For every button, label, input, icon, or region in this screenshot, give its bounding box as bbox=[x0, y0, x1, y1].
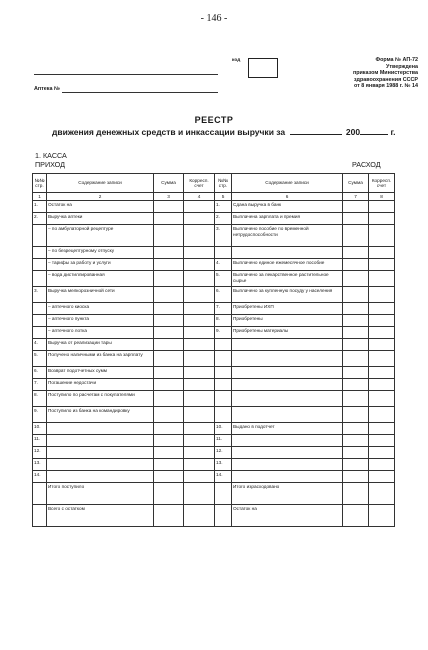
row-number: 2. bbox=[215, 213, 232, 225]
column-number: 5 bbox=[215, 193, 232, 201]
income-sum-cell[interactable] bbox=[154, 213, 184, 225]
table-row bbox=[33, 447, 395, 459]
expense-sum-cell[interactable] bbox=[343, 201, 369, 213]
expense-sum-cell[interactable] bbox=[343, 287, 369, 303]
income-corr-cell[interactable] bbox=[184, 327, 215, 339]
income-sum-cell[interactable] bbox=[154, 435, 184, 447]
expense-sum-cell[interactable] bbox=[343, 447, 369, 459]
income-corr-cell[interactable] bbox=[184, 423, 215, 435]
income-sum-cell[interactable] bbox=[154, 423, 184, 435]
income-entry: Выручка от реализации тары bbox=[47, 339, 154, 351]
balance-corr-cell[interactable] bbox=[184, 505, 215, 527]
row-number: 12. bbox=[33, 447, 47, 459]
period-blank bbox=[290, 134, 342, 135]
income-entry bbox=[47, 459, 154, 471]
row-number: 11. bbox=[33, 435, 47, 447]
expense-total-label: Итого израсходовано bbox=[232, 483, 343, 505]
expense-corr-cell[interactable] bbox=[369, 247, 395, 259]
column-number: 8 bbox=[369, 193, 395, 201]
balance-sum-cell[interactable] bbox=[343, 505, 369, 527]
subtitle-text: движения денежных средств и инкассации выручки за bbox=[52, 127, 286, 137]
table-row bbox=[33, 213, 395, 225]
row-number: 1. bbox=[215, 201, 232, 213]
income-sum-cell[interactable] bbox=[154, 247, 184, 259]
expense-entry: Приобретены материалы bbox=[232, 327, 343, 339]
approval-line: приказом Министерства bbox=[352, 70, 418, 77]
row-number bbox=[33, 315, 47, 327]
row-number: 4. bbox=[33, 339, 47, 351]
income-corr-cell[interactable] bbox=[184, 367, 215, 379]
register-table bbox=[32, 173, 395, 527]
expense-entry: Выдано в подотчет bbox=[232, 423, 343, 435]
expense-sum-cell[interactable] bbox=[343, 315, 369, 327]
total-row bbox=[33, 483, 395, 505]
income-sum-cell[interactable] bbox=[154, 339, 184, 351]
income-corr-cell[interactable] bbox=[184, 259, 215, 271]
row-number bbox=[33, 303, 47, 315]
total-cell bbox=[33, 483, 47, 505]
income-entry: Выручка мелкорозничной сети bbox=[47, 287, 154, 303]
table-row bbox=[33, 247, 395, 259]
table-row bbox=[33, 351, 395, 367]
row-number: 13. bbox=[215, 459, 232, 471]
income-corr-cell[interactable] bbox=[184, 391, 215, 407]
income-sum-cell[interactable] bbox=[154, 471, 184, 483]
balance-corr-cell[interactable] bbox=[369, 505, 395, 527]
income-entry bbox=[47, 471, 154, 483]
expense-sum-cell[interactable] bbox=[343, 225, 369, 247]
income-corr-cell[interactable] bbox=[184, 379, 215, 391]
document-title: РЕЕСТР bbox=[194, 115, 234, 125]
expense-entry bbox=[232, 367, 343, 379]
income-sum-cell[interactable] bbox=[154, 391, 184, 407]
income-entry bbox=[47, 423, 154, 435]
expense-sum-cell[interactable] bbox=[343, 327, 369, 339]
expense-entry bbox=[232, 351, 343, 367]
column-number: 3 bbox=[154, 193, 184, 201]
row-number: 5. bbox=[33, 351, 47, 367]
column-number: 1 bbox=[33, 193, 47, 201]
income-sum-cell[interactable] bbox=[154, 367, 184, 379]
table-row bbox=[33, 339, 395, 351]
row-number bbox=[215, 351, 232, 367]
balance-sum-cell[interactable] bbox=[154, 505, 184, 527]
table-row bbox=[33, 435, 395, 447]
header-row bbox=[33, 174, 395, 193]
table-row bbox=[33, 303, 395, 315]
row-number bbox=[33, 247, 47, 259]
expense-sum-cell[interactable] bbox=[343, 259, 369, 271]
row-number bbox=[33, 271, 47, 287]
year-blank bbox=[360, 134, 388, 135]
expense-corr-cell[interactable] bbox=[369, 303, 395, 315]
approval-line: здравоохранения СССР bbox=[353, 76, 418, 83]
year-suffix: г. bbox=[390, 127, 396, 137]
expense-sum-cell[interactable] bbox=[343, 391, 369, 407]
header-corr: Корресп. счет bbox=[184, 174, 215, 193]
expense-sum-cell[interactable] bbox=[343, 471, 369, 483]
total-corr-cell[interactable] bbox=[184, 483, 215, 505]
total-cell bbox=[215, 483, 232, 505]
column-number: 2 bbox=[47, 193, 154, 201]
income-corr-cell[interactable] bbox=[184, 213, 215, 225]
table-row bbox=[33, 271, 395, 287]
income-entry: – аптечного пункта bbox=[47, 315, 154, 327]
income-corr-cell[interactable] bbox=[184, 225, 215, 247]
page-number: - 146 - bbox=[200, 13, 228, 24]
expense-corr-cell[interactable] bbox=[369, 351, 395, 367]
expense-corr-cell[interactable] bbox=[369, 459, 395, 471]
expense-corr-cell[interactable] bbox=[369, 435, 395, 447]
header-sum: Сумма bbox=[154, 174, 184, 193]
expense-corr-cell[interactable] bbox=[369, 447, 395, 459]
income-entry: – аптечного лотка bbox=[47, 327, 154, 339]
row-number bbox=[33, 327, 47, 339]
table-row bbox=[33, 407, 395, 423]
income-sum-cell[interactable] bbox=[154, 447, 184, 459]
expense-entry: Выплачена зарплата и премия bbox=[232, 213, 343, 225]
row-number bbox=[215, 367, 232, 379]
expense-entry bbox=[232, 447, 343, 459]
expense-corr-cell[interactable] bbox=[369, 213, 395, 225]
income-corr-cell[interactable] bbox=[184, 303, 215, 315]
income-sum-cell[interactable] bbox=[154, 459, 184, 471]
income-corr-cell[interactable] bbox=[184, 247, 215, 259]
expense-corr-cell[interactable] bbox=[369, 315, 395, 327]
header-sum: Сумма bbox=[343, 174, 369, 193]
expense-sum-cell[interactable] bbox=[343, 379, 369, 391]
header-num: №№ стр. bbox=[215, 174, 232, 193]
section-heading bbox=[35, 151, 67, 169]
income-total-label: Итого поступило bbox=[47, 483, 154, 505]
expense-entry: Выплачено за купленную посуду у населения bbox=[232, 287, 343, 303]
income-corr-cell[interactable] bbox=[184, 459, 215, 471]
row-number: 5. bbox=[215, 271, 232, 287]
row-number: 10. bbox=[33, 423, 47, 435]
expense-corr-cell[interactable] bbox=[369, 271, 395, 287]
income-sum-cell[interactable] bbox=[154, 303, 184, 315]
income-sum-cell[interactable] bbox=[154, 379, 184, 391]
approval-line: Утверждена bbox=[386, 63, 418, 70]
income-corr-cell[interactable] bbox=[184, 471, 215, 483]
row-number bbox=[215, 339, 232, 351]
expense-entry bbox=[232, 379, 343, 391]
income-sum-cell[interactable] bbox=[154, 315, 184, 327]
row-number: 7. bbox=[215, 303, 232, 315]
code-box bbox=[248, 58, 278, 78]
income-corr-cell[interactable] bbox=[184, 407, 215, 423]
column-number: 4 bbox=[184, 193, 215, 201]
table-row bbox=[33, 379, 395, 391]
row-number: 9. bbox=[33, 407, 47, 423]
document-subtitle bbox=[52, 127, 396, 137]
table-row bbox=[33, 315, 395, 327]
form-number: Форма № АП-72 bbox=[375, 57, 418, 63]
expense-entry bbox=[232, 459, 343, 471]
expense-sum-cell[interactable] bbox=[343, 271, 369, 287]
expense-entry: Выплачено пособие по временной нетрудоспособности bbox=[232, 225, 343, 247]
expense-corr-cell[interactable] bbox=[369, 225, 395, 247]
income-corr-cell[interactable] bbox=[184, 271, 215, 287]
table-row bbox=[33, 225, 395, 247]
expense-label: РАСХОД bbox=[352, 160, 381, 169]
row-number: 8. bbox=[215, 315, 232, 327]
income-sum-cell[interactable] bbox=[154, 287, 184, 303]
table-row bbox=[33, 259, 395, 271]
income-entry: Поступило из банка на командировку bbox=[47, 407, 154, 423]
row-number bbox=[215, 247, 232, 259]
income-sum-cell[interactable] bbox=[154, 271, 184, 287]
expense-corr-cell[interactable] bbox=[369, 339, 395, 351]
income-sum-cell[interactable] bbox=[154, 351, 184, 367]
expense-corr-cell[interactable] bbox=[369, 391, 395, 407]
table-row bbox=[33, 367, 395, 379]
income-entry bbox=[47, 435, 154, 447]
income-corr-cell[interactable] bbox=[184, 287, 215, 303]
income-entry: – тарифы за работу и услуги bbox=[47, 259, 154, 271]
row-number: 1. bbox=[33, 201, 47, 213]
header-corr: Корресп. счет bbox=[369, 174, 395, 193]
row-number: 14. bbox=[33, 471, 47, 483]
row-number: 2. bbox=[33, 213, 47, 225]
table-row bbox=[33, 201, 395, 213]
income-entry: – по безрецептурному отпуску bbox=[47, 247, 154, 259]
expense-corr-cell[interactable] bbox=[369, 379, 395, 391]
total-sum-cell[interactable] bbox=[154, 483, 184, 505]
expense-corr-cell[interactable] bbox=[369, 471, 395, 483]
expense-sum-cell[interactable] bbox=[343, 423, 369, 435]
header-content: Содержание записи bbox=[47, 174, 154, 193]
income-label: ПРИХОД bbox=[35, 160, 65, 169]
row-number: 4. bbox=[215, 259, 232, 271]
organization-line bbox=[34, 74, 218, 75]
expense-entry bbox=[232, 339, 343, 351]
expense-entry bbox=[232, 407, 343, 423]
expense-corr-cell[interactable] bbox=[369, 287, 395, 303]
row-number bbox=[33, 259, 47, 271]
income-corr-cell[interactable] bbox=[184, 435, 215, 447]
income-corr-cell[interactable] bbox=[184, 339, 215, 351]
expense-sum-cell[interactable] bbox=[343, 339, 369, 351]
row-number bbox=[33, 225, 47, 247]
row-number: 3. bbox=[215, 225, 232, 247]
pharmacy-number-line bbox=[62, 92, 218, 93]
income-sum-cell[interactable] bbox=[154, 327, 184, 339]
expense-corr-cell[interactable] bbox=[369, 259, 395, 271]
row-number: 8. bbox=[33, 391, 47, 407]
income-corr-cell[interactable] bbox=[184, 201, 215, 213]
expense-entry bbox=[232, 247, 343, 259]
income-entry: Погашение недостачи bbox=[47, 379, 154, 391]
code-label: код bbox=[232, 58, 241, 63]
row-number: 10. bbox=[215, 423, 232, 435]
row-number: 11. bbox=[215, 435, 232, 447]
income-entry: Выручка аптеки bbox=[47, 213, 154, 225]
row-number: 6. bbox=[33, 367, 47, 379]
expense-balance-label: Остаток на bbox=[232, 505, 343, 527]
section-title: 1. КАССА bbox=[35, 151, 67, 160]
row-number bbox=[215, 379, 232, 391]
expense-entry: Сдана выручка в банк bbox=[232, 201, 343, 213]
header-num: №№ стр. bbox=[33, 174, 47, 193]
row-number: 14. bbox=[215, 471, 232, 483]
expense-entry bbox=[232, 391, 343, 407]
income-corr-cell[interactable] bbox=[184, 447, 215, 459]
income-entry: – по амбулаторной рецептуре bbox=[47, 225, 154, 247]
column-number: 6 bbox=[232, 193, 343, 201]
year-prefix: 200 bbox=[345, 127, 361, 137]
income-entry: – аптечного киоска bbox=[47, 303, 154, 315]
table-row bbox=[33, 391, 395, 407]
table-row bbox=[33, 471, 395, 483]
row-number: 3. bbox=[33, 287, 47, 303]
form-approval-block bbox=[306, 57, 418, 90]
row-number: 6. bbox=[215, 287, 232, 303]
row-number: 13. bbox=[33, 459, 47, 471]
expense-entry: Приобретены bbox=[232, 315, 343, 327]
total-corr-cell[interactable] bbox=[369, 483, 395, 505]
income-entry: Поступило по расчетам с покупателями bbox=[47, 391, 154, 407]
income-entry bbox=[47, 447, 154, 459]
expense-sum-cell[interactable] bbox=[343, 303, 369, 315]
table-row bbox=[33, 327, 395, 339]
income-sum-cell[interactable] bbox=[154, 201, 184, 213]
expense-sum-cell[interactable] bbox=[343, 213, 369, 225]
expense-sum-cell[interactable] bbox=[343, 367, 369, 379]
header-content: Содержание записи bbox=[232, 174, 343, 193]
expense-sum-cell[interactable] bbox=[343, 459, 369, 471]
approval-line: от 8 января 1988 г. № 14 bbox=[354, 83, 418, 90]
expense-corr-cell[interactable] bbox=[369, 201, 395, 213]
expense-corr-cell[interactable] bbox=[369, 407, 395, 423]
expense-sum-cell[interactable] bbox=[343, 351, 369, 367]
income-entry: Получено наличными из банка на зарплату bbox=[47, 351, 154, 367]
income-balance-label: Всего с остатком bbox=[47, 505, 154, 527]
income-sum-cell[interactable] bbox=[154, 259, 184, 271]
expense-corr-cell[interactable] bbox=[369, 327, 395, 339]
row-number bbox=[215, 407, 232, 423]
expense-entry: Выплачено за лекарственное растительное сырье bbox=[232, 271, 343, 287]
income-entry: Остаток на bbox=[47, 201, 154, 213]
expense-entry: Выплачено единое ежемесячное пособие bbox=[232, 259, 343, 271]
expense-corr-cell[interactable] bbox=[369, 423, 395, 435]
expense-entry: Приобретены ИХП bbox=[232, 303, 343, 315]
table-row bbox=[33, 459, 395, 471]
pharmacy-label: Аптека № bbox=[34, 86, 60, 92]
expense-sum-cell[interactable] bbox=[343, 407, 369, 423]
row-number bbox=[215, 391, 232, 407]
balance-cell bbox=[215, 505, 232, 527]
income-sum-cell[interactable] bbox=[154, 225, 184, 247]
table-row bbox=[33, 287, 395, 303]
income-entry: – вода дистиллированная bbox=[47, 271, 154, 287]
expense-entry bbox=[232, 471, 343, 483]
table-row bbox=[33, 423, 395, 435]
expense-sum-cell[interactable] bbox=[343, 435, 369, 447]
column-number: 7 bbox=[343, 193, 369, 201]
row-number: 12. bbox=[215, 447, 232, 459]
income-corr-cell[interactable] bbox=[184, 351, 215, 367]
expense-entry bbox=[232, 435, 343, 447]
income-entry: Возврат подотчетных сумм bbox=[47, 367, 154, 379]
expense-sum-cell[interactable] bbox=[343, 247, 369, 259]
balance-row bbox=[33, 505, 395, 527]
balance-cell bbox=[33, 505, 47, 527]
expense-corr-cell[interactable] bbox=[369, 367, 395, 379]
income-sum-cell[interactable] bbox=[154, 407, 184, 423]
income-corr-cell[interactable] bbox=[184, 315, 215, 327]
row-number: 7. bbox=[33, 379, 47, 391]
row-number: 9. bbox=[215, 327, 232, 339]
column-number-row bbox=[33, 193, 395, 201]
total-sum-cell[interactable] bbox=[343, 483, 369, 505]
